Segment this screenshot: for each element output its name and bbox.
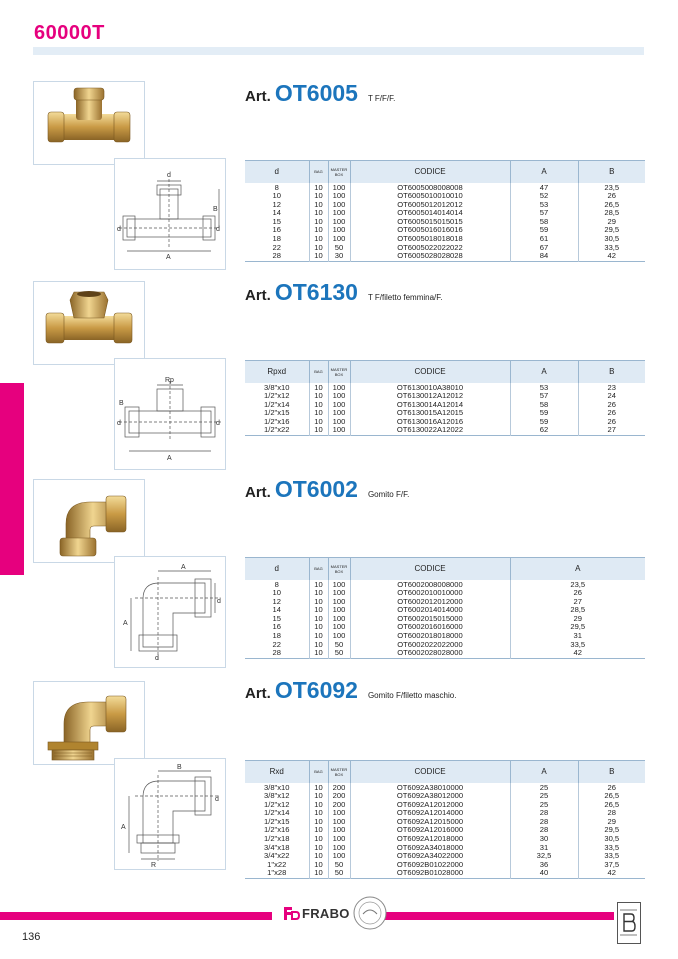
art-label: Art. [245,88,271,105]
column-header: A [510,761,578,783]
table-cell: 10 [309,783,328,793]
table-cell: 22 [272,639,281,649]
table-cell: 100 [328,623,350,632]
table-cell: 28 [272,648,281,658]
tee-drawing [115,159,225,269]
table-cell: 26,5 [578,792,645,801]
table-cell: 10 [309,844,328,853]
table-cell: 10 [309,192,328,201]
column-header: Rpxd [245,361,309,383]
table-cell: 14 [272,208,281,218]
drawing-label: B [213,206,218,213]
column-header: B [578,761,645,783]
table-cell: OT6005015015015 [350,218,510,227]
article-description: Gomito F/filetto maschio. [367,691,457,700]
table-cell: 10 [309,418,328,427]
column-header: B [578,361,645,383]
table-cell: OT6002008008000 [350,580,510,590]
table-cell: 3/8"x10 [264,382,290,392]
table-cell: 10 [309,183,328,193]
group-b-icon [618,903,639,942]
table-cell: OT6092B01022000 [350,861,510,870]
table-cell: 10 [309,218,328,227]
table-cell: 100 [328,615,350,624]
footer-accent-bar [0,912,272,920]
table-cell: 23,5 [578,183,645,193]
technical-drawing-ot6005 [114,158,226,270]
table-cell: 1/2"x16 [264,825,290,835]
elbow-male-fitting-image [34,682,144,764]
table-cell: 42 [510,649,645,658]
table-cell: 28 [510,818,578,827]
table-cell: 1/2"x16 [264,416,290,426]
tee-fitting-image [34,82,144,164]
table-cell: 50 [328,244,350,253]
table-cell: 53 [510,201,578,210]
table-cell: 23 [578,383,645,393]
table-cell: 26,5 [578,201,645,210]
table-cell: OT6002016016000 [350,623,510,632]
table-cell: 100 [328,606,350,615]
table-cell: 100 [328,235,350,244]
art-label: Art. [245,685,271,702]
table-cell: 10 [309,392,328,401]
table-cell: OT6092A12014000 [350,809,510,818]
table-cell: 84 [510,252,578,261]
table-cell: 3/4"x22 [264,851,290,861]
table-cell: OT6005028028028 [350,252,510,261]
table-cell: 1/2"x14 [264,808,290,818]
table-cell: 100 [328,589,350,598]
table-cell: 10 [309,426,328,435]
table-cell: 16 [272,622,281,632]
table-cell: 10 [309,409,328,418]
table-cell: OT6092A12012000 [350,801,510,810]
article-description: T F/filetto femmina/F. [367,293,443,302]
table-cell: 1"x22 [267,859,287,869]
drawing-label: A [121,824,126,831]
table-cell: OT6130014A12014 [350,401,510,410]
table-cell: 42 [578,252,645,261]
table-cell: 100 [328,598,350,607]
column-header: CODICE [350,161,510,183]
table-cell: OT6130010A38010 [350,383,510,393]
table-cell: 67 [510,244,578,253]
table-cell: 10 [309,801,328,810]
certification-seal-icon [352,895,388,931]
table-cell: 23,5 [510,580,645,590]
technical-drawing-ot6130 [114,358,226,470]
table-row [245,426,645,435]
drawing-label: B [177,764,182,771]
article-title-ot6005 [245,80,395,107]
table-cell: 33,5 [510,641,645,650]
group-logo [617,902,641,944]
table-cell: 22 [272,242,281,252]
drawing-label: d [216,226,220,233]
table-cell: 3/8"x12 [264,791,290,801]
column-header: MASTER BOX [328,558,350,580]
table-cell: 100 [328,426,350,435]
side-accent-tab [0,383,24,575]
page-number: 136 [22,931,41,943]
table-cell: 10 [309,383,328,393]
table-cell: 100 [328,226,350,235]
table-cell: 1"x28 [267,868,287,878]
drawing-label: A [167,455,172,462]
article-title-ot6002 [245,476,409,503]
table-cell: 26 [578,783,645,793]
table-cell: 53 [510,383,578,393]
table-cell: 10 [309,826,328,835]
table-cell: 100 [328,409,350,418]
column-header: CODICE [350,361,510,383]
table-cell: 100 [328,209,350,218]
drawing-label: d [217,598,221,605]
table-cell: OT6130015A12015 [350,409,510,418]
product-photo-ot6092 [33,681,145,765]
technical-drawing-ot6092 [114,758,226,870]
table-cell: OT6092B01028000 [350,869,510,878]
drawing-label: A [123,620,128,627]
table-cell: 27 [510,598,645,607]
table-cell: 18 [272,234,281,244]
table-cell: 10 [309,632,328,641]
table-cell: 28 [272,251,281,261]
table-cell: 10 [309,615,328,624]
table-cell: 1/2"x22 [264,425,290,435]
table-cell: 100 [328,818,350,827]
table-cell: OT6092A38010000 [350,783,510,793]
table-cell: OT6092A34022000 [350,852,510,861]
column-header: BAG [309,558,328,580]
table-cell: 36 [510,861,578,870]
table-cell: 1/2"x12 [264,391,290,401]
table-cell: 200 [328,792,350,801]
table-cell: 26 [510,589,645,598]
article-description: Gomito F/F. [367,490,410,499]
table-cell: OT6002012012000 [350,598,510,607]
table-cell: 28 [510,826,578,835]
table-cell: 8 [274,182,279,192]
table-cell: OT6092A12016000 [350,826,510,835]
drawing-label: A [181,564,186,571]
table-cell: 30,5 [578,235,645,244]
table-cell: 10 [309,589,328,598]
table-cell: 10 [309,869,328,878]
table-cell: 29,5 [510,623,645,632]
table-cell: 30 [328,252,350,261]
article-title-ot6130 [245,279,443,306]
table-cell: 100 [328,418,350,427]
spec-table-ot6092 [245,760,645,879]
table-cell: 10 [309,226,328,235]
drawing-label: d [216,420,220,427]
table-row [245,869,645,878]
table-cell: 57 [510,392,578,401]
table-cell: 57 [510,209,578,218]
column-header: CODICE [350,558,510,580]
table-cell: OT6130022A12022 [350,426,510,435]
table-cell: 59 [510,409,578,418]
table-cell: OT6092A38012000 [350,792,510,801]
table-cell: OT6002014014000 [350,606,510,615]
table-cell: 25 [510,783,578,793]
table-cell: 31 [510,632,645,641]
table-cell: 26,5 [578,801,645,810]
table-cell: 14 [272,605,281,615]
art-label: Art. [245,287,271,304]
table-cell: 27 [578,426,645,435]
brand-name: FRABO [302,905,350,921]
table-cell: 15 [272,613,281,623]
table-cell: 28 [578,809,645,818]
column-header: BAG [309,361,328,383]
spec-table-ot6002 [245,557,645,659]
table-cell: 61 [510,235,578,244]
table-cell: 100 [328,809,350,818]
table-cell: OT6005022022022 [350,244,510,253]
drawing-label: Rp [165,377,174,384]
table-cell: 47 [510,183,578,193]
table-cell: 100 [328,183,350,193]
drawing-label: B [119,400,124,407]
table-cell: 58 [510,401,578,410]
table-cell: 100 [328,201,350,210]
table-cell: 50 [328,641,350,650]
table-cell: 18 [272,631,281,641]
table-cell: 37,5 [578,861,645,870]
table-cell: 10 [309,201,328,210]
table-cell: 10 [309,649,328,658]
table-cell: 28,5 [510,606,645,615]
table-cell: 28,5 [578,209,645,218]
table-cell: 25 [510,801,578,810]
elbow-fitting-image [34,480,144,562]
table-cell: 26 [578,409,645,418]
table-cell: 10 [309,818,328,827]
article-code: OT6092 [274,677,358,703]
column-header: MASTER BOX [328,161,350,183]
table-row [245,252,645,261]
table-cell: 100 [328,392,350,401]
table-cell: 31 [510,844,578,853]
table-cell: 10 [309,244,328,253]
column-header: BAG [309,761,328,783]
footer-accent-bar [384,912,614,920]
table-cell: 1/2"x18 [264,834,290,844]
spec-table-ot6130 [245,360,645,436]
table-cell: 58 [510,218,578,227]
table-cell: 10 [309,792,328,801]
table-row [245,649,645,658]
column-header: Rxd [245,761,309,783]
drawing-label: d [117,420,121,427]
table-cell: 29 [578,218,645,227]
table-cell: 1/2"x15 [264,816,290,826]
art-label: Art. [245,484,271,501]
table-cell: 33,5 [578,852,645,861]
table-cell: 100 [328,218,350,227]
article-description: T F/F/F. [367,94,396,103]
table-cell: 26 [578,192,645,201]
column-header: MASTER BOX [328,761,350,783]
table-cell: 10 [309,835,328,844]
drawing-label: d [155,655,159,662]
table-cell: OT6005010010010 [350,192,510,201]
frabo-mark-icon [282,905,300,921]
table-cell: 10 [309,209,328,218]
table-cell: 42 [578,869,645,878]
table-cell: OT6002022022000 [350,641,510,650]
table-cell: 32,5 [510,852,578,861]
elbow-drawing [115,557,225,667]
table-cell: 16 [272,225,281,235]
table-cell: 59 [510,226,578,235]
table-cell: 26 [578,418,645,427]
table-cell: 30 [510,835,578,844]
table-cell: 100 [328,580,350,590]
table-cell: 52 [510,192,578,201]
table-cell: 200 [328,801,350,810]
table-cell: 200 [328,783,350,793]
tee-female-drawing [115,359,225,469]
table-cell: OT6092A34018000 [350,844,510,853]
table-cell: 100 [328,632,350,641]
drawing-label: A [166,254,171,261]
table-cell: OT6002010010000 [350,589,510,598]
table-cell: OT6005012012012 [350,201,510,210]
table-cell: 33,5 [578,844,645,853]
table-cell: 10 [309,852,328,861]
column-header: A [510,558,645,580]
column-header: A [510,161,578,183]
table-cell: OT6005008008008 [350,183,510,193]
table-cell: 29,5 [578,226,645,235]
column-header: CODICE [350,761,510,783]
table-cell: 10 [309,809,328,818]
table-cell: 50 [328,869,350,878]
elbow-male-drawing [115,759,225,869]
table-cell: 12 [272,199,281,209]
table-cell: 10 [309,861,328,870]
table-cell: OT6130016A12016 [350,418,510,427]
table-cell: 100 [328,844,350,853]
table-cell: OT6092A12018000 [350,835,510,844]
table-cell: 62 [510,426,578,435]
table-cell: 29,5 [578,826,645,835]
frabo-logo [282,905,350,921]
table-cell: 10 [309,641,328,650]
series-title: 60000T [34,22,105,44]
table-cell: OT6002028028000 [350,649,510,658]
technical-drawing-ot6002 [114,556,226,668]
table-cell: 100 [328,835,350,844]
table-cell: OT6005014014014 [350,209,510,218]
table-cell: 50 [328,861,350,870]
spec-table-ot6005 [245,160,645,262]
tee-female-fitting-image [34,282,144,364]
table-cell: 100 [328,852,350,861]
header-divider [33,47,644,55]
table-cell: 100 [328,383,350,393]
column-header: MASTER BOX [328,361,350,383]
table-cell: 3/8"x10 [264,782,290,792]
table-cell: 25 [510,792,578,801]
table-cell: 15 [272,216,281,226]
table-cell: 3/4"x18 [264,842,290,852]
table-cell: 29 [510,615,645,624]
table-cell: 10 [309,598,328,607]
table-cell: 100 [328,401,350,410]
column-header: d [245,161,309,183]
table-cell: OT6005016016016 [350,226,510,235]
table-cell: 24 [578,392,645,401]
table-cell: 50 [328,649,350,658]
table-cell: 10 [309,606,328,615]
table-cell: OT6002018018000 [350,632,510,641]
table-cell: 10 [272,191,281,201]
drawing-label: R [151,862,157,869]
table-cell: 59 [510,418,578,427]
product-photo-ot6005 [33,81,145,165]
table-cell: 1/2"x14 [264,399,290,409]
article-code: OT6002 [274,476,358,502]
drawing-label: d [117,226,121,233]
table-cell: 29 [578,818,645,827]
drawing-label: d [167,172,171,179]
column-header: BAG [309,161,328,183]
table-cell: 10 [309,235,328,244]
table-cell: 33,5 [578,244,645,253]
column-header: B [578,161,645,183]
table-cell: 40 [510,869,578,878]
drawing-label: d [215,796,219,803]
table-cell: 28 [510,809,578,818]
column-header: A [510,361,578,383]
product-photo-ot6130 [33,281,145,365]
table-cell: OT6002015015000 [350,615,510,624]
table-cell: OT6092A12015000 [350,818,510,827]
article-code: OT6005 [274,80,358,106]
table-cell: 10 [309,623,328,632]
article-title-ot6092 [245,677,456,704]
table-cell: 10 [309,580,328,590]
table-cell: OT6005018018018 [350,235,510,244]
table-cell: 1/2"x15 [264,408,290,418]
table-cell: 12 [272,596,281,606]
table-cell: 8 [274,579,279,589]
table-cell: 100 [328,826,350,835]
table-cell: 1/2"x12 [264,799,290,809]
table-cell: 10 [272,588,281,598]
table-cell: 10 [309,401,328,410]
article-code: OT6130 [274,279,358,305]
product-photo-ot6002 [33,479,145,563]
table-cell: 100 [328,192,350,201]
table-cell: 30,5 [578,835,645,844]
column-header: d [245,558,309,580]
table-cell: OT6130012A12012 [350,392,510,401]
table-cell: 26 [578,401,645,410]
table-cell: 10 [309,252,328,261]
